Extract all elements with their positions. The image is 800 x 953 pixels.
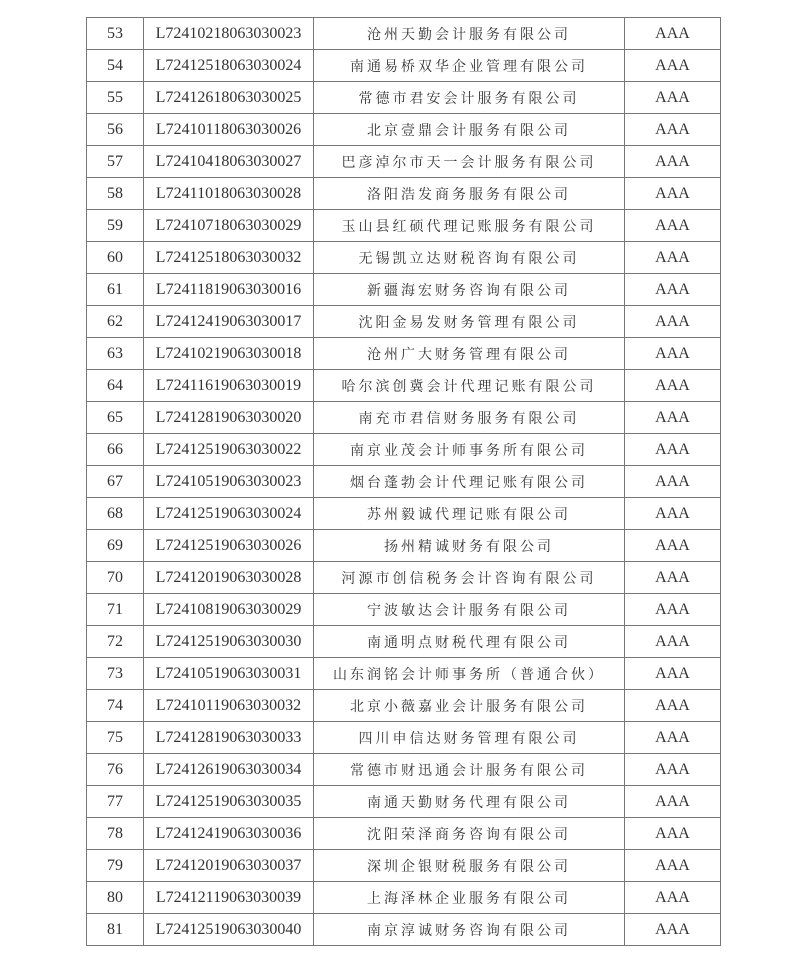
credit-grade: AAA: [625, 210, 721, 242]
row-number: 76: [87, 754, 144, 786]
credit-grade: AAA: [625, 498, 721, 530]
row-number: 59: [87, 210, 144, 242]
company-name: 北京壹鼎会计服务有限公司: [314, 114, 625, 146]
company-name: 沧州广大财务管理有限公司: [314, 338, 625, 370]
row-number: 58: [87, 178, 144, 210]
row-number: 73: [87, 658, 144, 690]
row-number: 81: [87, 914, 144, 946]
table-row: [87, 210, 721, 242]
company-name: 常德市财迅通会计服务有限公司: [314, 754, 625, 786]
table-row: [87, 242, 721, 274]
credit-grade: AAA: [625, 82, 721, 114]
row-number: 55: [87, 82, 144, 114]
license-code: L72410819063030029: [144, 594, 314, 626]
license-code: L72410118063030026: [144, 114, 314, 146]
table-row: [87, 402, 721, 434]
company-name: 深圳企银财税服务有限公司: [314, 850, 625, 882]
license-code: L72412419063030036: [144, 818, 314, 850]
row-number: 77: [87, 786, 144, 818]
row-number: 66: [87, 434, 144, 466]
credit-grade: AAA: [625, 882, 721, 914]
table-row: [87, 466, 721, 498]
company-name: 南通易桥双华企业管理有限公司: [314, 50, 625, 82]
row-number: 62: [87, 306, 144, 338]
company-name: 沧州天勤会计服务有限公司: [314, 18, 625, 50]
credit-grade: AAA: [625, 850, 721, 882]
credit-grade: AAA: [625, 18, 721, 50]
license-code: L72410718063030029: [144, 210, 314, 242]
credit-grade: AAA: [625, 146, 721, 178]
row-number: 75: [87, 722, 144, 754]
license-code: L72412519063030026: [144, 530, 314, 562]
credit-grade: AAA: [625, 754, 721, 786]
company-name: 南充市君信财务服务有限公司: [314, 402, 625, 434]
license-code: L72412519063030022: [144, 434, 314, 466]
license-code: L72412419063030017: [144, 306, 314, 338]
table-row: [87, 434, 721, 466]
table-row: [87, 114, 721, 146]
license-code: L72411819063030016: [144, 274, 314, 306]
credit-grade: AAA: [625, 50, 721, 82]
row-number: 68: [87, 498, 144, 530]
company-name: 哈尔滨创冀会计代理记账有限公司: [314, 370, 625, 402]
license-code: L72412519063030024: [144, 498, 314, 530]
row-number: 56: [87, 114, 144, 146]
table-row: [87, 18, 721, 50]
table-row: [87, 562, 721, 594]
license-code: L72412119063030039: [144, 882, 314, 914]
credit-grade: AAA: [625, 434, 721, 466]
license-code: L72410519063030031: [144, 658, 314, 690]
table-row: [87, 786, 721, 818]
company-name: 玉山县红硕代理记账服务有限公司: [314, 210, 625, 242]
license-code: L72411018063030028: [144, 178, 314, 210]
row-number: 78: [87, 818, 144, 850]
license-code: L72412518063030024: [144, 50, 314, 82]
credit-grade: AAA: [625, 626, 721, 658]
credit-grade: AAA: [625, 306, 721, 338]
credit-grade: AAA: [625, 722, 721, 754]
credit-grade: AAA: [625, 690, 721, 722]
table-row: [87, 50, 721, 82]
company-name: 宁波敏达会计服务有限公司: [314, 594, 625, 626]
table-row: [87, 274, 721, 306]
license-code: L72412819063030033: [144, 722, 314, 754]
table-row: [87, 722, 721, 754]
table-row: [87, 914, 721, 946]
row-number: 67: [87, 466, 144, 498]
credit-grade: AAA: [625, 178, 721, 210]
row-number: 61: [87, 274, 144, 306]
license-code: L72412519063030030: [144, 626, 314, 658]
row-number: 72: [87, 626, 144, 658]
company-name: 巴彦淖尔市天一会计服务有限公司: [314, 146, 625, 178]
credit-grade: AAA: [625, 562, 721, 594]
credit-grade: AAA: [625, 114, 721, 146]
credit-grade: AAA: [625, 594, 721, 626]
row-number: 74: [87, 690, 144, 722]
license-code: L72410519063030023: [144, 466, 314, 498]
table-row: [87, 370, 721, 402]
table-row: [87, 178, 721, 210]
row-number: 79: [87, 850, 144, 882]
credit-grade: AAA: [625, 402, 721, 434]
row-number: 65: [87, 402, 144, 434]
license-code: L72412519063030040: [144, 914, 314, 946]
company-name: 上海泽林企业服务有限公司: [314, 882, 625, 914]
company-name: 南京业茂会计师事务所有限公司: [314, 434, 625, 466]
license-code: L72412618063030025: [144, 82, 314, 114]
credit-grade: AAA: [625, 370, 721, 402]
credit-grade: AAA: [625, 274, 721, 306]
table-row: [87, 850, 721, 882]
row-number: 80: [87, 882, 144, 914]
row-number: 54: [87, 50, 144, 82]
license-code: L72412019063030028: [144, 562, 314, 594]
credit-grade: AAA: [625, 786, 721, 818]
company-name: 烟台蓬勃会计代理记账有限公司: [314, 466, 625, 498]
company-name: 洛阳浩发商务服务有限公司: [314, 178, 625, 210]
credit-grade: AAA: [625, 466, 721, 498]
license-code: L72410218063030023: [144, 18, 314, 50]
table-row: [87, 690, 721, 722]
company-name: 扬州精诚财务有限公司: [314, 530, 625, 562]
company-name: 苏州毅诚代理记账有限公司: [314, 498, 625, 530]
table-row: [87, 818, 721, 850]
license-code: L72410418063030027: [144, 146, 314, 178]
table-row: [87, 146, 721, 178]
credit-grade: AAA: [625, 530, 721, 562]
license-code: L72412518063030032: [144, 242, 314, 274]
credit-grade: AAA: [625, 658, 721, 690]
table-row: [87, 594, 721, 626]
table-row: [87, 882, 721, 914]
row-number: 60: [87, 242, 144, 274]
table-row: [87, 754, 721, 786]
row-number: 69: [87, 530, 144, 562]
row-number: 70: [87, 562, 144, 594]
company-name: 四川申信达财务管理有限公司: [314, 722, 625, 754]
credit-grade: AAA: [625, 818, 721, 850]
company-name: 无锡凯立达财税咨询有限公司: [314, 242, 625, 274]
company-name: 北京小薇嘉业会计服务有限公司: [314, 690, 625, 722]
company-name: 南通明点财税代理有限公司: [314, 626, 625, 658]
row-number: 53: [87, 18, 144, 50]
row-number: 63: [87, 338, 144, 370]
company-name: 新疆海宏财务咨询有限公司: [314, 274, 625, 306]
agency-rating-table: [86, 17, 721, 946]
company-name: 南京淳诚财务咨询有限公司: [314, 914, 625, 946]
table-row: [87, 658, 721, 690]
license-code: L72412019063030037: [144, 850, 314, 882]
company-name: 常德市君安会计服务有限公司: [314, 82, 625, 114]
credit-grade: AAA: [625, 242, 721, 274]
table-row: [87, 530, 721, 562]
company-name: 南通天勤财务代理有限公司: [314, 786, 625, 818]
table-body: [87, 18, 721, 946]
license-code: L72410119063030032: [144, 690, 314, 722]
row-number: 57: [87, 146, 144, 178]
license-code: L72412619063030034: [144, 754, 314, 786]
credit-grade: AAA: [625, 338, 721, 370]
row-number: 71: [87, 594, 144, 626]
row-number: 64: [87, 370, 144, 402]
company-name: 沈阳荣泽商务咨询有限公司: [314, 818, 625, 850]
table-row: [87, 626, 721, 658]
license-code: L72411619063030019: [144, 370, 314, 402]
credit-grade: AAA: [625, 914, 721, 946]
license-code: L72410219063030018: [144, 338, 314, 370]
company-name: 山东润铭会计师事务所（普通合伙）: [314, 658, 625, 690]
table-row: [87, 498, 721, 530]
table-row: [87, 338, 721, 370]
table-row: [87, 82, 721, 114]
table-row: [87, 306, 721, 338]
company-name: 河源市创信税务会计咨询有限公司: [314, 562, 625, 594]
license-code: L72412819063030020: [144, 402, 314, 434]
license-code: L72412519063030035: [144, 786, 314, 818]
company-name: 沈阳金易发财务管理有限公司: [314, 306, 625, 338]
